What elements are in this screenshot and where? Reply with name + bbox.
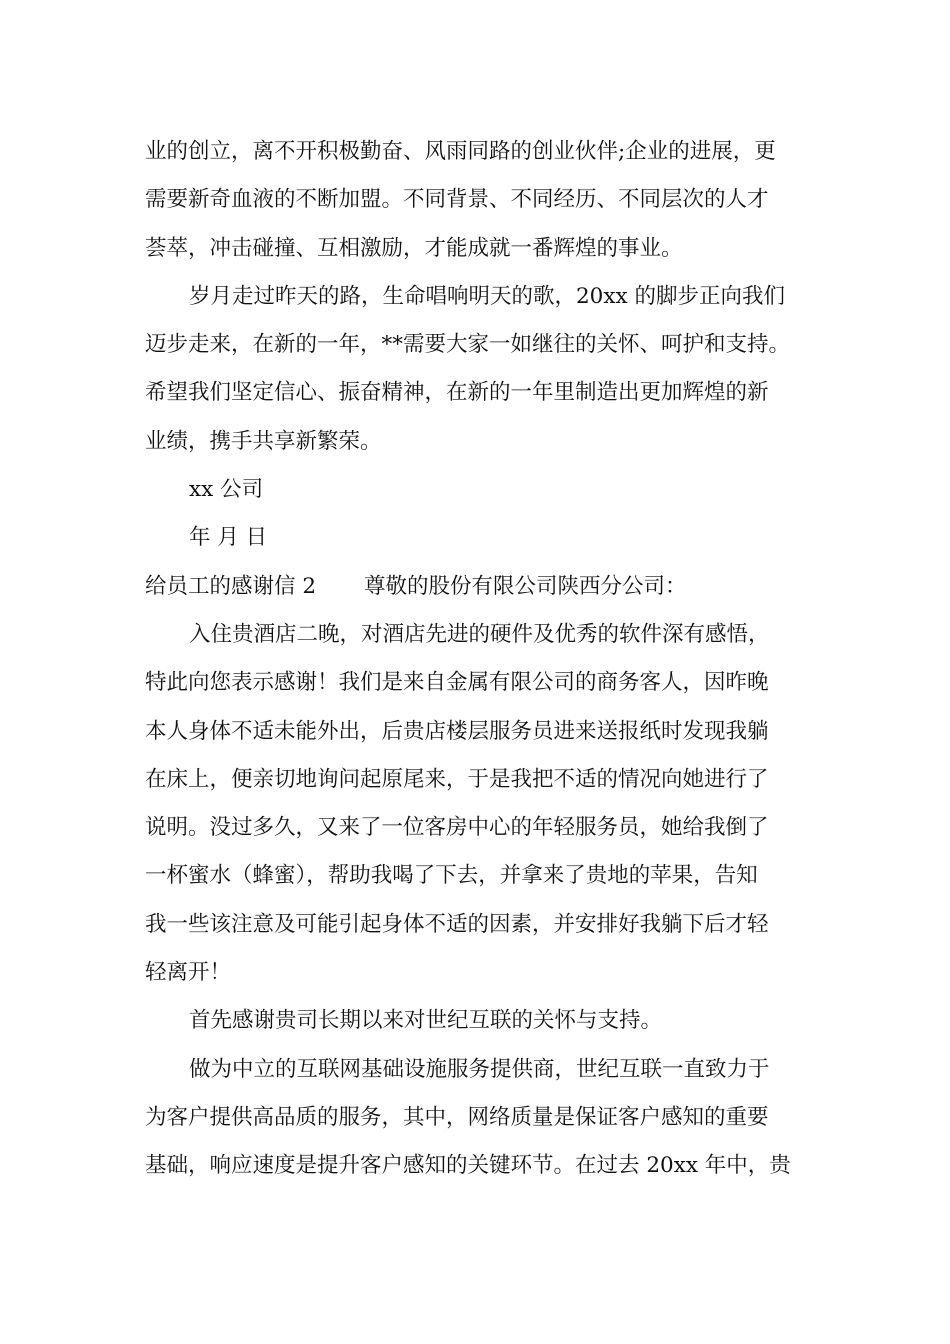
text-line: 一杯蜜水（蜂蜜），帮助我喝了下去，并拿来了贵地的苹果，告知: [145, 863, 758, 889]
paragraph-thanks: [145, 997, 810, 1045]
text-line: 迈步走来，在新的一年，**需要大家一如继往的关怀、呵护和支持。: [145, 332, 791, 358]
letter-title: 给员工的感谢信 2: [145, 573, 317, 599]
signature-company: [145, 466, 810, 514]
text-line: 荟萃，冲击碰撞、互相激励，才能成就一番辉煌的事业。: [145, 235, 683, 261]
letter-salutation: 尊敬的股份有限公司陕西分公司：: [364, 573, 687, 599]
document-body: [145, 128, 810, 1191]
text-line: 说明。没过多久，又来了一位客房中心的年轻服务员，她给我倒了: [145, 815, 769, 841]
text-line: 需要新奇血液的不断加盟。不同背景、不同经历、不同层次的人才: [145, 187, 769, 213]
text-line: 轻离开！: [145, 960, 232, 986]
paragraph-hotel-stay: [145, 611, 810, 997]
letter-heading: [145, 563, 810, 611]
paragraph-company-growth: [145, 128, 810, 273]
paragraph-service-provider: [145, 1046, 810, 1191]
paragraph-new-year: [145, 273, 810, 466]
text-line: 在床上，便亲切地询问起原尾来，于是我把不适的情况向她进行了: [145, 766, 769, 792]
text-line: 我一些该注意及可能引起身体不适的因素，并安排好我躺下后才轻: [145, 911, 769, 937]
text-line: 入住贵酒店二晚，对酒店先进的硬件及优秀的软件深有感悟，: [189, 621, 770, 647]
text-line: 岁月走过昨天的路，生命唱响明天的歌，20xx 的脚步正向我们: [189, 283, 785, 309]
text-line: 希望我们坚定信心、振奋精神，在新的一年里制造出更加辉煌的新: [145, 380, 769, 406]
text-line: 业的创立，离不开积极勤奋、风雨同路的创业伙伴;企业的进展，更: [145, 139, 776, 164]
text-line: 业绩，携手共享新繁荣。: [145, 428, 382, 454]
text-line: 做为中立的互联网基础设施服务提供商，世纪互联一直致力于: [189, 1056, 770, 1082]
text-line: 本人身体不适未能外出，后贵店楼层服务员进来送报纸时发现我躺: [145, 718, 769, 744]
text-line: 特此向您表示感谢！我们是来自金属有限公司的商务客人，因昨晚: [145, 670, 769, 696]
text-line: 年 月 日: [189, 525, 268, 551]
text-line: 基础，响应速度是提升客户感知的关键环节。在过去 20xx 年中，贵: [145, 1153, 791, 1179]
signature-date: [145, 514, 810, 562]
text-line: xx 公司: [189, 477, 264, 503]
letter-heading-line: [145, 563, 810, 611]
text-line: 为客户提供高品质的服务，其中，网络质量是保证客户感知的重要: [145, 1104, 769, 1130]
text-line: 首先感谢贵司长期以来对世纪互联的关怀与支持。: [189, 1008, 663, 1034]
